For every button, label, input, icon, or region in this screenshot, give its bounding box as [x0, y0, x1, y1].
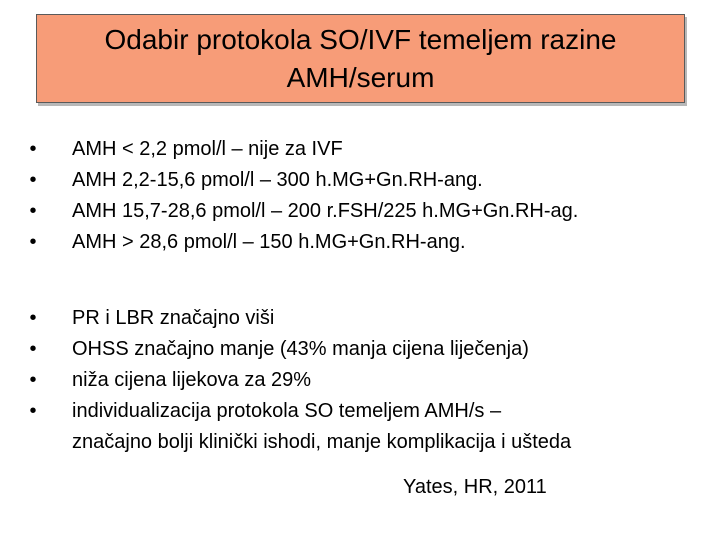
bullet-icon: •: [29, 400, 37, 422]
citation: Yates, HR, 2011: [403, 476, 547, 498]
title-line-2: AMH/serum: [286, 61, 435, 93]
bullet-item: [26, 303, 571, 334]
bullet-item: [26, 227, 578, 258]
bullet-icon: •: [29, 307, 37, 329]
bullet-icon: •: [29, 138, 37, 160]
bullet-item: [26, 396, 571, 427]
bullet-text: PR i LBR značajno viši: [72, 307, 275, 329]
bullet-continuation: [26, 427, 571, 458]
bullet-icon: •: [29, 231, 37, 253]
bullet-text: AMH 2,2-15,6 pmol/l – 300 h.MG+Gn.RH-ang.: [72, 169, 483, 191]
bullet-text: niža cijena lijekova za 29%: [72, 369, 312, 391]
bullet-item: [26, 334, 571, 365]
bullet-icon: •: [29, 338, 37, 360]
bullet-item: [26, 165, 578, 196]
bullet-text: OHSS značajno manje (43% manja cijena liječenja): [72, 338, 529, 360]
title-line-1: Odabir protokola SO/IVF temeljem razine: [104, 23, 617, 55]
bullet-text: AMH > 28,6 pmol/l – 150 h.MG+Gn.RH-ang.: [72, 231, 466, 253]
bullet-text: individualizacija protokola SO temeljem AMH/s –: [72, 400, 502, 422]
bullet-icon: •: [29, 200, 37, 222]
outcome-bullet-list: [26, 303, 571, 458]
title-box: [36, 14, 685, 103]
bullet-item: [26, 134, 578, 165]
bullet-item: [26, 196, 578, 227]
bullet-icon: •: [29, 169, 37, 191]
bullet-text: AMH < 2,2 pmol/l – nije za IVF: [72, 138, 343, 160]
bullet-text: značajno bolji klinički ishodi, manje komplikacija i ušteda: [72, 431, 572, 453]
bullet-text: AMH 15,7-28,6 pmol/l – 200 r.FSH/225 h.MG+Gn.RH-ag.: [72, 200, 579, 222]
bullet-item: [26, 365, 571, 396]
dosing-bullet-list: [26, 134, 578, 258]
bullet-icon: •: [29, 369, 37, 391]
